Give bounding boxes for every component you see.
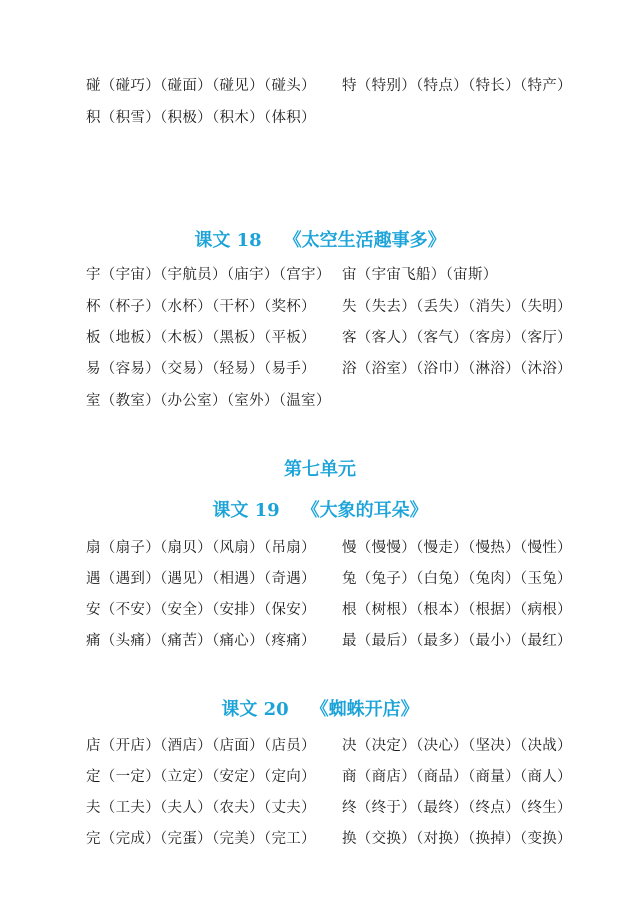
unit-7-heading: 第七单元 bbox=[284, 459, 356, 480]
lesson-18-line: 易（容易）（交易）（轻易）（易手） bbox=[86, 361, 316, 377]
lesson-20-line: 完（完成）（完蛋）（完美）（完工） bbox=[86, 831, 316, 847]
lesson-18-line: 失（失去）（丢失）（消失）（失明） bbox=[342, 299, 572, 315]
lesson-19-line: 根（树根）（根本）（根据）（病根） bbox=[342, 602, 572, 618]
lesson-20-line: 店（开店）（酒店）（店面）（店员） bbox=[86, 738, 316, 754]
lesson-20-title: 《蜘蛛开店》 bbox=[310, 699, 419, 720]
lesson-19-line: 慢（慢慢）（慢走）（慢热）（慢性） bbox=[342, 540, 572, 556]
lesson-20-line: 换（交换）（对换）（换掉）（变换） bbox=[342, 831, 572, 847]
lesson-19-line: 安（不安）（安全）（安排）（保安） bbox=[86, 602, 316, 618]
lesson-18-line: 宇（宇宙）（宇航员）（庙宇）（宫宇） bbox=[86, 267, 331, 283]
intro-line-3: 积（积雪）（积极）（积木）（体积） bbox=[86, 110, 316, 126]
lesson-19-line: 遇（遇到）（遇见）（相遇）（奇遇） bbox=[86, 571, 316, 587]
lesson-20-label: 课文 20 bbox=[221, 699, 289, 720]
lesson-19-line: 痛（头痛）（痛苦）（痛心）（疼痛） bbox=[86, 633, 316, 649]
lesson-19-heading bbox=[0, 496, 640, 522]
lesson-20-line: 夫（工夫）（夫人）（农夫）（丈夫） bbox=[86, 800, 316, 816]
lesson-18-line: 浴（浴室）（浴巾）（淋浴）（沐浴） bbox=[342, 361, 572, 377]
lesson-19-title: 《大象的耳朵》 bbox=[301, 500, 428, 521]
lesson-19-line: 最（最后）（最多）（最小）（最红） bbox=[342, 633, 572, 649]
lesson-18-line: 宙（宇宙飞船）（宙斯） bbox=[342, 267, 498, 283]
lesson-18-line: 室（教室）（办公室）（室外）（温室） bbox=[86, 393, 331, 409]
lesson-20-line: 定（一定）（立定）（安定）（定向） bbox=[86, 769, 316, 785]
lesson-18-label: 课文 18 bbox=[194, 230, 262, 251]
lesson-19-line: 兔（兔子）（白兔）（兔肉）（玉兔） bbox=[342, 571, 572, 587]
lesson-18-title: 《太空生活趣事多》 bbox=[283, 230, 446, 251]
lesson-18-heading bbox=[0, 226, 640, 252]
lesson-20-heading bbox=[0, 695, 640, 721]
lesson-19-line: 扇（扇子）（扇贝）（风扇）（吊扇） bbox=[86, 540, 316, 556]
lesson-19-label: 课文 19 bbox=[212, 500, 280, 521]
intro-line-1: 碰（碰巧）（碰面）（碰见）（碰头） bbox=[86, 78, 316, 94]
lesson-18-line: 客（客人）（客气）（客房）（客厅） bbox=[342, 330, 572, 346]
lesson-20-line: 决（决定）（决心）（坚决）（决战） bbox=[342, 738, 572, 754]
lesson-18-line: 杯（杯子）（水杯）（干杯）（奖杯） bbox=[86, 299, 316, 315]
intro-line-2: 特（特别）（特点）（特长）（特产） bbox=[342, 78, 572, 94]
lesson-18-line: 板（地板）（木板）（黑板）（平板） bbox=[86, 330, 316, 346]
lesson-20-line: 商（商店）（商品）（商量）（商人） bbox=[342, 769, 572, 785]
lesson-20-line: 终（终于）（最终）（终点）（终生） bbox=[342, 800, 572, 816]
